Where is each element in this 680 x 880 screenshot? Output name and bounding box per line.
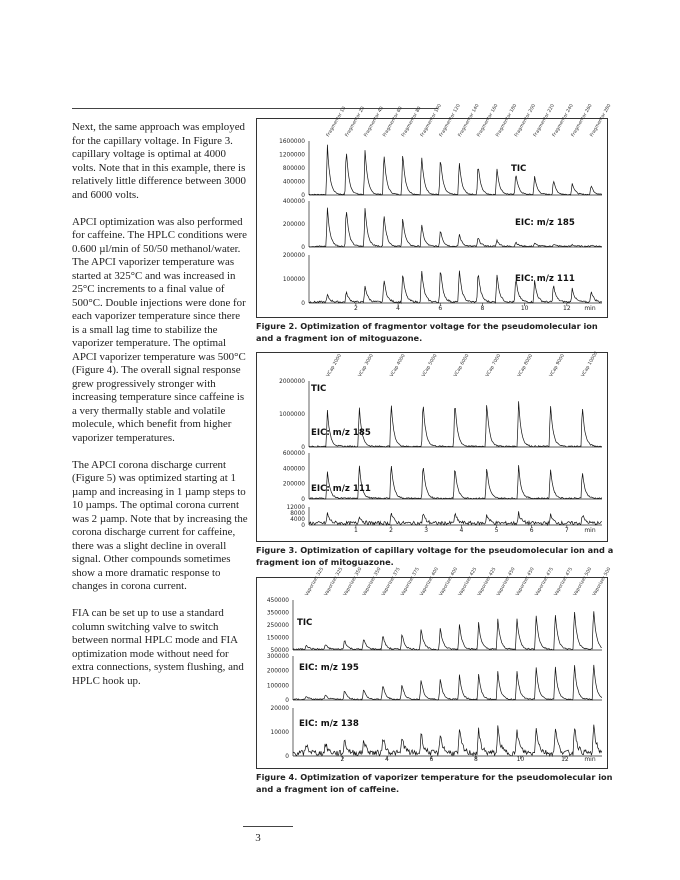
y-tick-label: 400000	[282, 466, 305, 473]
segment-label: Vaporizer 325	[304, 566, 326, 597]
y-tick-label: 200000	[282, 253, 305, 259]
segment-label: Fragmentor 220	[533, 103, 556, 138]
paragraph: The APCI corona discharge current (Figure 5) was optimized starting at 1 µamp and increasing in 1 µamp steps to 10 µamps. The optimal corona current was 2 µamp. Note that by increasing the corona discharge current for caffeine, there was a slight decline in overall signal. Other compounds sometimes show a more dramatic response to changes in corona current.	[72, 458, 248, 592]
segment-label: Fragmentor 80	[401, 106, 423, 138]
segment-label: Fragmentor 60	[382, 106, 404, 138]
panel-label: EIC: m/z 111	[311, 484, 371, 494]
footer-rule	[243, 826, 293, 827]
segment-label: Fragmentor 10	[325, 106, 348, 138]
y-tick-label: 350000	[266, 610, 289, 617]
y-tick-label: 1000000	[279, 412, 305, 418]
y-tick-label: 0	[285, 754, 289, 760]
segment-label: Vaporizer 425	[477, 566, 498, 597]
y-tick-label: 1600000	[279, 139, 305, 145]
x-tick-label: 6	[429, 756, 434, 763]
y-tick-label: 8000	[290, 511, 305, 517]
segment-label: Fragmentor 260	[570, 103, 594, 138]
segment-label: Fragmentor 100	[420, 103, 443, 138]
figure-4-caption: Figure 4. Optimization of vaporizer temperature for the pseudomolecular ion and a fragment ion of caffeine.	[256, 772, 613, 794]
y-tick-label: 400000	[282, 199, 305, 205]
figure-3-chromatogram	[256, 352, 608, 542]
segment-label: Vaporizer 500	[592, 566, 613, 597]
segment-label: Fragmentor 280	[589, 103, 613, 138]
x-tick-label: 12	[561, 756, 569, 763]
y-tick-label: 400000	[282, 179, 305, 186]
page-number: 3	[255, 832, 261, 844]
paragraph: APCI optimization was also performed for caffeine. The HPLC conditions were 0.600 µl/min of 50/50 methanol/water. The APCI vaporizer temperature was started at 325°C and was increased in 25°C increments to a final value of 500°C. Double injections were done for each vaporizer temperature since there is a small lag time to stabilize the vaporizer temperature. The optimal APCI vaporizer temperature was 500°C (Figure 4). The overall signal response grew progressively stronger with increasing temperature since caffeine is a very thermally stable and volatile molecule, which benefit from higher vaporizer temperatures.	[72, 215, 248, 444]
segment-label: VCap 2000	[325, 353, 343, 378]
x-tick-label: 5	[494, 527, 499, 534]
segment-label: Fragmentor 120	[438, 103, 462, 138]
y-tick-label: 0	[301, 523, 305, 529]
x-tick-label: 7	[564, 527, 569, 534]
x-axis-unit: min	[584, 756, 596, 763]
x-tick-label: 4	[459, 527, 464, 534]
segment-label: VCap 8000	[517, 353, 535, 378]
y-tick-label: 0	[301, 497, 305, 503]
segment-label: Fragmentor 200	[514, 103, 538, 138]
y-tick-label: 0	[301, 245, 305, 251]
x-tick-label: 12	[563, 305, 571, 312]
figure-3-caption: Figure 3. Optimization of capillary voltage for the pseudomolecular ion and a fragment ion of mitoguazone.	[256, 545, 614, 567]
segment-label: Vaporizer 375	[381, 566, 402, 597]
y-tick-label: 600000	[282, 451, 305, 457]
chromatogram-trace	[293, 611, 602, 650]
panel-label: TIC	[311, 384, 327, 394]
y-tick-label: 0	[301, 301, 305, 307]
segment-label: Vaporizer 325	[323, 566, 345, 597]
chromatogram-trace	[293, 725, 602, 756]
paragraph: Next, the same approach was employed for the capillary voltage. In Figure 3. capillary voltage is optimal at 4000 volts. Note that in this example, there is relatively little difference between 3000 and 6000 volts.	[72, 121, 246, 201]
y-tick-label: 4000	[290, 517, 305, 523]
segment-label: Vaporizer 425	[458, 566, 479, 597]
y-tick-label: 50000	[270, 648, 289, 654]
panel-label: EIC: m/z 138	[299, 719, 359, 729]
x-axis-unit: min	[584, 527, 596, 534]
x-tick-label: 4	[396, 305, 400, 312]
segment-label: VCap 10000	[580, 351, 600, 378]
segment-label: Fragmentor 40	[363, 106, 385, 138]
x-tick-label: 10	[516, 756, 525, 763]
panel-label: EIC: m/z 185	[515, 218, 575, 228]
panel-label: TIC	[511, 164, 527, 174]
y-tick-label: 150000	[266, 635, 289, 642]
x-tick-label: 4	[385, 756, 389, 763]
y-tick-label: 0	[301, 445, 305, 451]
panel-label: EIC: m/z 195	[299, 663, 359, 673]
y-tick-label: 2000000	[279, 379, 305, 385]
segment-label: Fragmentor 240	[552, 103, 575, 138]
y-tick-label: 100000	[266, 683, 289, 690]
y-tick-label: 20000	[270, 706, 289, 712]
y-tick-label: 1200000	[279, 152, 305, 159]
segment-label: Vaporizer 350	[343, 566, 364, 597]
y-tick-label: 10000	[270, 730, 289, 736]
segment-label: Vaporizer 500	[572, 566, 594, 597]
x-axis-unit: min	[584, 305, 596, 312]
chromatogram-trace	[309, 401, 602, 447]
segment-label: VCap 9000	[549, 353, 566, 378]
panel-label: EIC: m/z 185	[311, 428, 371, 438]
segment-label: VCap 5000	[421, 353, 439, 378]
x-tick-label: 2	[389, 527, 393, 534]
figure-4-chromatogram	[256, 566, 613, 769]
x-tick-label: 1	[353, 527, 358, 534]
figure-2-caption: Figure 2. Optimization of fragmentor voltage for the pseudomolecular ion and a fragment ion of mitoguazone.	[256, 321, 598, 343]
segment-label: Vaporizer 350	[362, 566, 383, 597]
panel-label: TIC	[297, 618, 313, 628]
segment-label: Vaporizer 475	[553, 566, 575, 597]
chromatogram-trace	[309, 511, 602, 525]
y-tick-label: 800000	[282, 166, 305, 172]
paragraph: FIA can be set up to use a standard column switching valve to switch between normal HPLC mode and FIA optimization mode without need for extra connections, system flushing, and HPLC hook up.	[72, 607, 244, 687]
y-tick-label: 0	[301, 193, 305, 199]
segment-label: Fragmentor 140	[457, 103, 481, 138]
segment-label: Vaporizer 400	[419, 566, 440, 597]
y-tick-label: 200000	[282, 481, 305, 488]
chromatogram-trace	[309, 145, 602, 195]
figure-2-chromatogram	[256, 103, 613, 318]
x-tick-label: 6	[438, 305, 443, 312]
y-tick-label: 100000	[282, 277, 305, 283]
segment-label: Fragmentor 180	[495, 103, 519, 138]
x-tick-label: 6	[529, 527, 534, 534]
segment-label: VCap 6000	[453, 353, 471, 378]
panel-label: EIC: m/z 111	[515, 274, 575, 284]
segment-label: VCap 4000	[389, 353, 407, 378]
y-tick-label: 250000	[266, 623, 289, 629]
y-tick-label: 200000	[266, 668, 289, 675]
segment-label: Vaporizer 375	[400, 566, 421, 597]
segment-label: Vaporizer 450	[496, 566, 517, 597]
y-tick-label: 450000	[266, 598, 289, 604]
body-text-column	[72, 121, 250, 702]
y-tick-label: 200000	[282, 222, 305, 228]
segment-label: Fragmentor 20	[344, 106, 367, 138]
segment-label: Fragmentor 160	[476, 103, 500, 138]
segment-label: Vaporizer 475	[534, 566, 555, 597]
segment-label: Vaporizer 450	[515, 566, 536, 597]
x-tick-label: 8	[480, 305, 485, 312]
y-tick-label: 300000	[266, 654, 289, 660]
x-tick-label: 2	[340, 756, 345, 763]
segment-label: VCap 7000	[485, 353, 503, 378]
x-tick-label: 8	[474, 756, 478, 763]
x-tick-label: 10	[520, 305, 529, 312]
x-tick-label: 2	[353, 305, 358, 312]
y-tick-label: 12000	[286, 505, 305, 511]
segment-label: Vaporizer 400	[438, 566, 460, 597]
x-tick-label: 3	[424, 527, 429, 534]
segment-label: VCap 3000	[357, 353, 375, 378]
y-tick-label: 0	[285, 698, 289, 704]
